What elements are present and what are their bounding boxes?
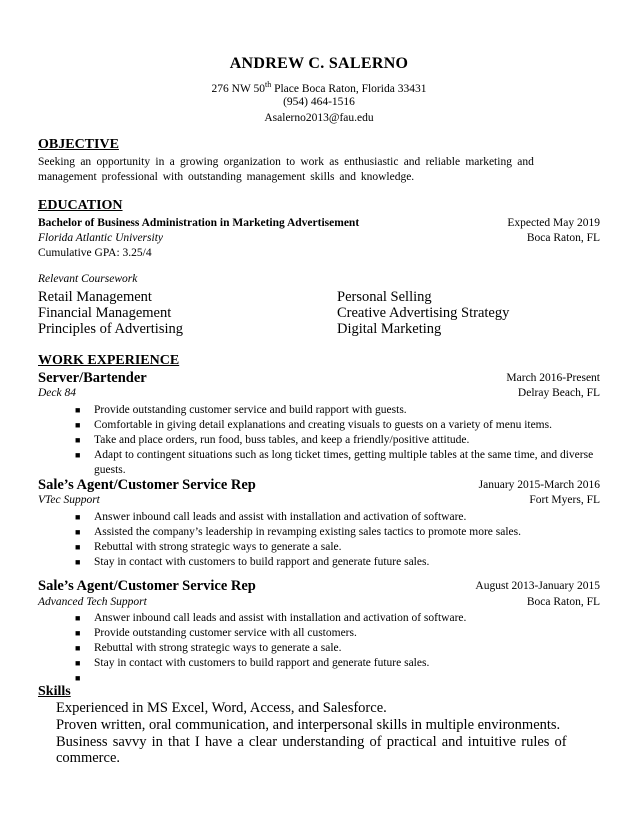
objective-heading: OBJECTIVE: [38, 137, 119, 152]
job-location: Boca Raton, FL: [526, 596, 600, 608]
job-title: Server/Bartender: [38, 370, 147, 386]
bullet-icon: ■: [75, 557, 81, 567]
skills-heading: Skills: [38, 684, 71, 699]
phone-number: (954) 464-1516: [283, 96, 355, 108]
bullet-icon: ■: [75, 405, 81, 415]
course-item: Financial Management: [38, 305, 172, 321]
resume-name: ANDREW C. SALERNO: [229, 55, 409, 72]
job-title: Sale’s Agent/Customer Service Rep: [38, 477, 256, 493]
coursework-label: Relevant Coursework: [38, 273, 138, 285]
skill-line: commerce.: [56, 750, 121, 766]
bullet-icon: ■: [75, 658, 81, 668]
objective-line-2: management professional with outstanding management skills and knowledge.: [38, 171, 415, 183]
bullet-icon: ■: [75, 542, 81, 552]
job-dates: January 2015-March 2016: [478, 479, 600, 491]
course-item: Principles of Advertising: [38, 321, 183, 337]
degree-title: Bachelor of Business Administration in Marketing Advertisement: [38, 217, 360, 229]
objective-line-1: Seeking an opportunity in a growing organization to work as enthusiastic and reliable marketing and: [38, 156, 534, 168]
bullet-icon: ■: [75, 613, 81, 623]
bullet-icon: ■: [75, 512, 81, 522]
skill-line: Experienced in MS Excel, Word, Access, and Salesforce.: [56, 700, 387, 716]
gpa: Cumulative GPA: 3.25/4: [38, 247, 152, 259]
bullet-icon: ■: [75, 527, 81, 537]
course-item: Digital Marketing: [337, 321, 442, 337]
school-name: Florida Atlantic University: [38, 232, 163, 244]
job-dates: August 2013-January 2015: [475, 580, 600, 592]
bullet-icon: ■: [75, 643, 81, 653]
job-location: Fort Myers, FL: [529, 494, 600, 506]
job-dates: March 2016-Present: [506, 372, 600, 384]
course-item: Creative Advertising Strategy: [337, 305, 510, 321]
job-company: Advanced Tech Support: [38, 596, 147, 608]
bullet-icon: ■: [75, 450, 81, 460]
education-heading: EDUCATION: [38, 198, 123, 213]
bullet-icon: ■: [75, 673, 81, 683]
address-line: 276 NW 50th Place Boca Raton, Florida 33431: [211, 80, 427, 95]
job-location: Delray Beach, FL: [517, 387, 600, 399]
expected-graduation: Expected May 2019: [507, 217, 600, 229]
course-item: Retail Management: [38, 289, 152, 305]
bullet-icon: ■: [75, 435, 81, 445]
skill-line: Business savvy in that I have a clear understanding of practical and intuitive rules of: [56, 734, 567, 750]
job-company: VTec Support: [38, 494, 100, 506]
job-company: Deck 84: [38, 387, 76, 399]
work-experience-heading: WORK EXPERIENCE: [38, 353, 180, 368]
bullet-icon: ■: [75, 628, 81, 638]
bullet-icon: ■: [75, 420, 81, 430]
skill-line: Proven written, oral communication, and interpersonal skills in multiple environments.: [56, 717, 561, 733]
school-location: Boca Raton, FL: [526, 232, 600, 244]
course-item: Personal Selling: [337, 289, 432, 305]
email-address: Asalerno2013@fau.edu: [264, 112, 374, 124]
job-title: Sale’s Agent/Customer Service Rep: [38, 578, 256, 594]
